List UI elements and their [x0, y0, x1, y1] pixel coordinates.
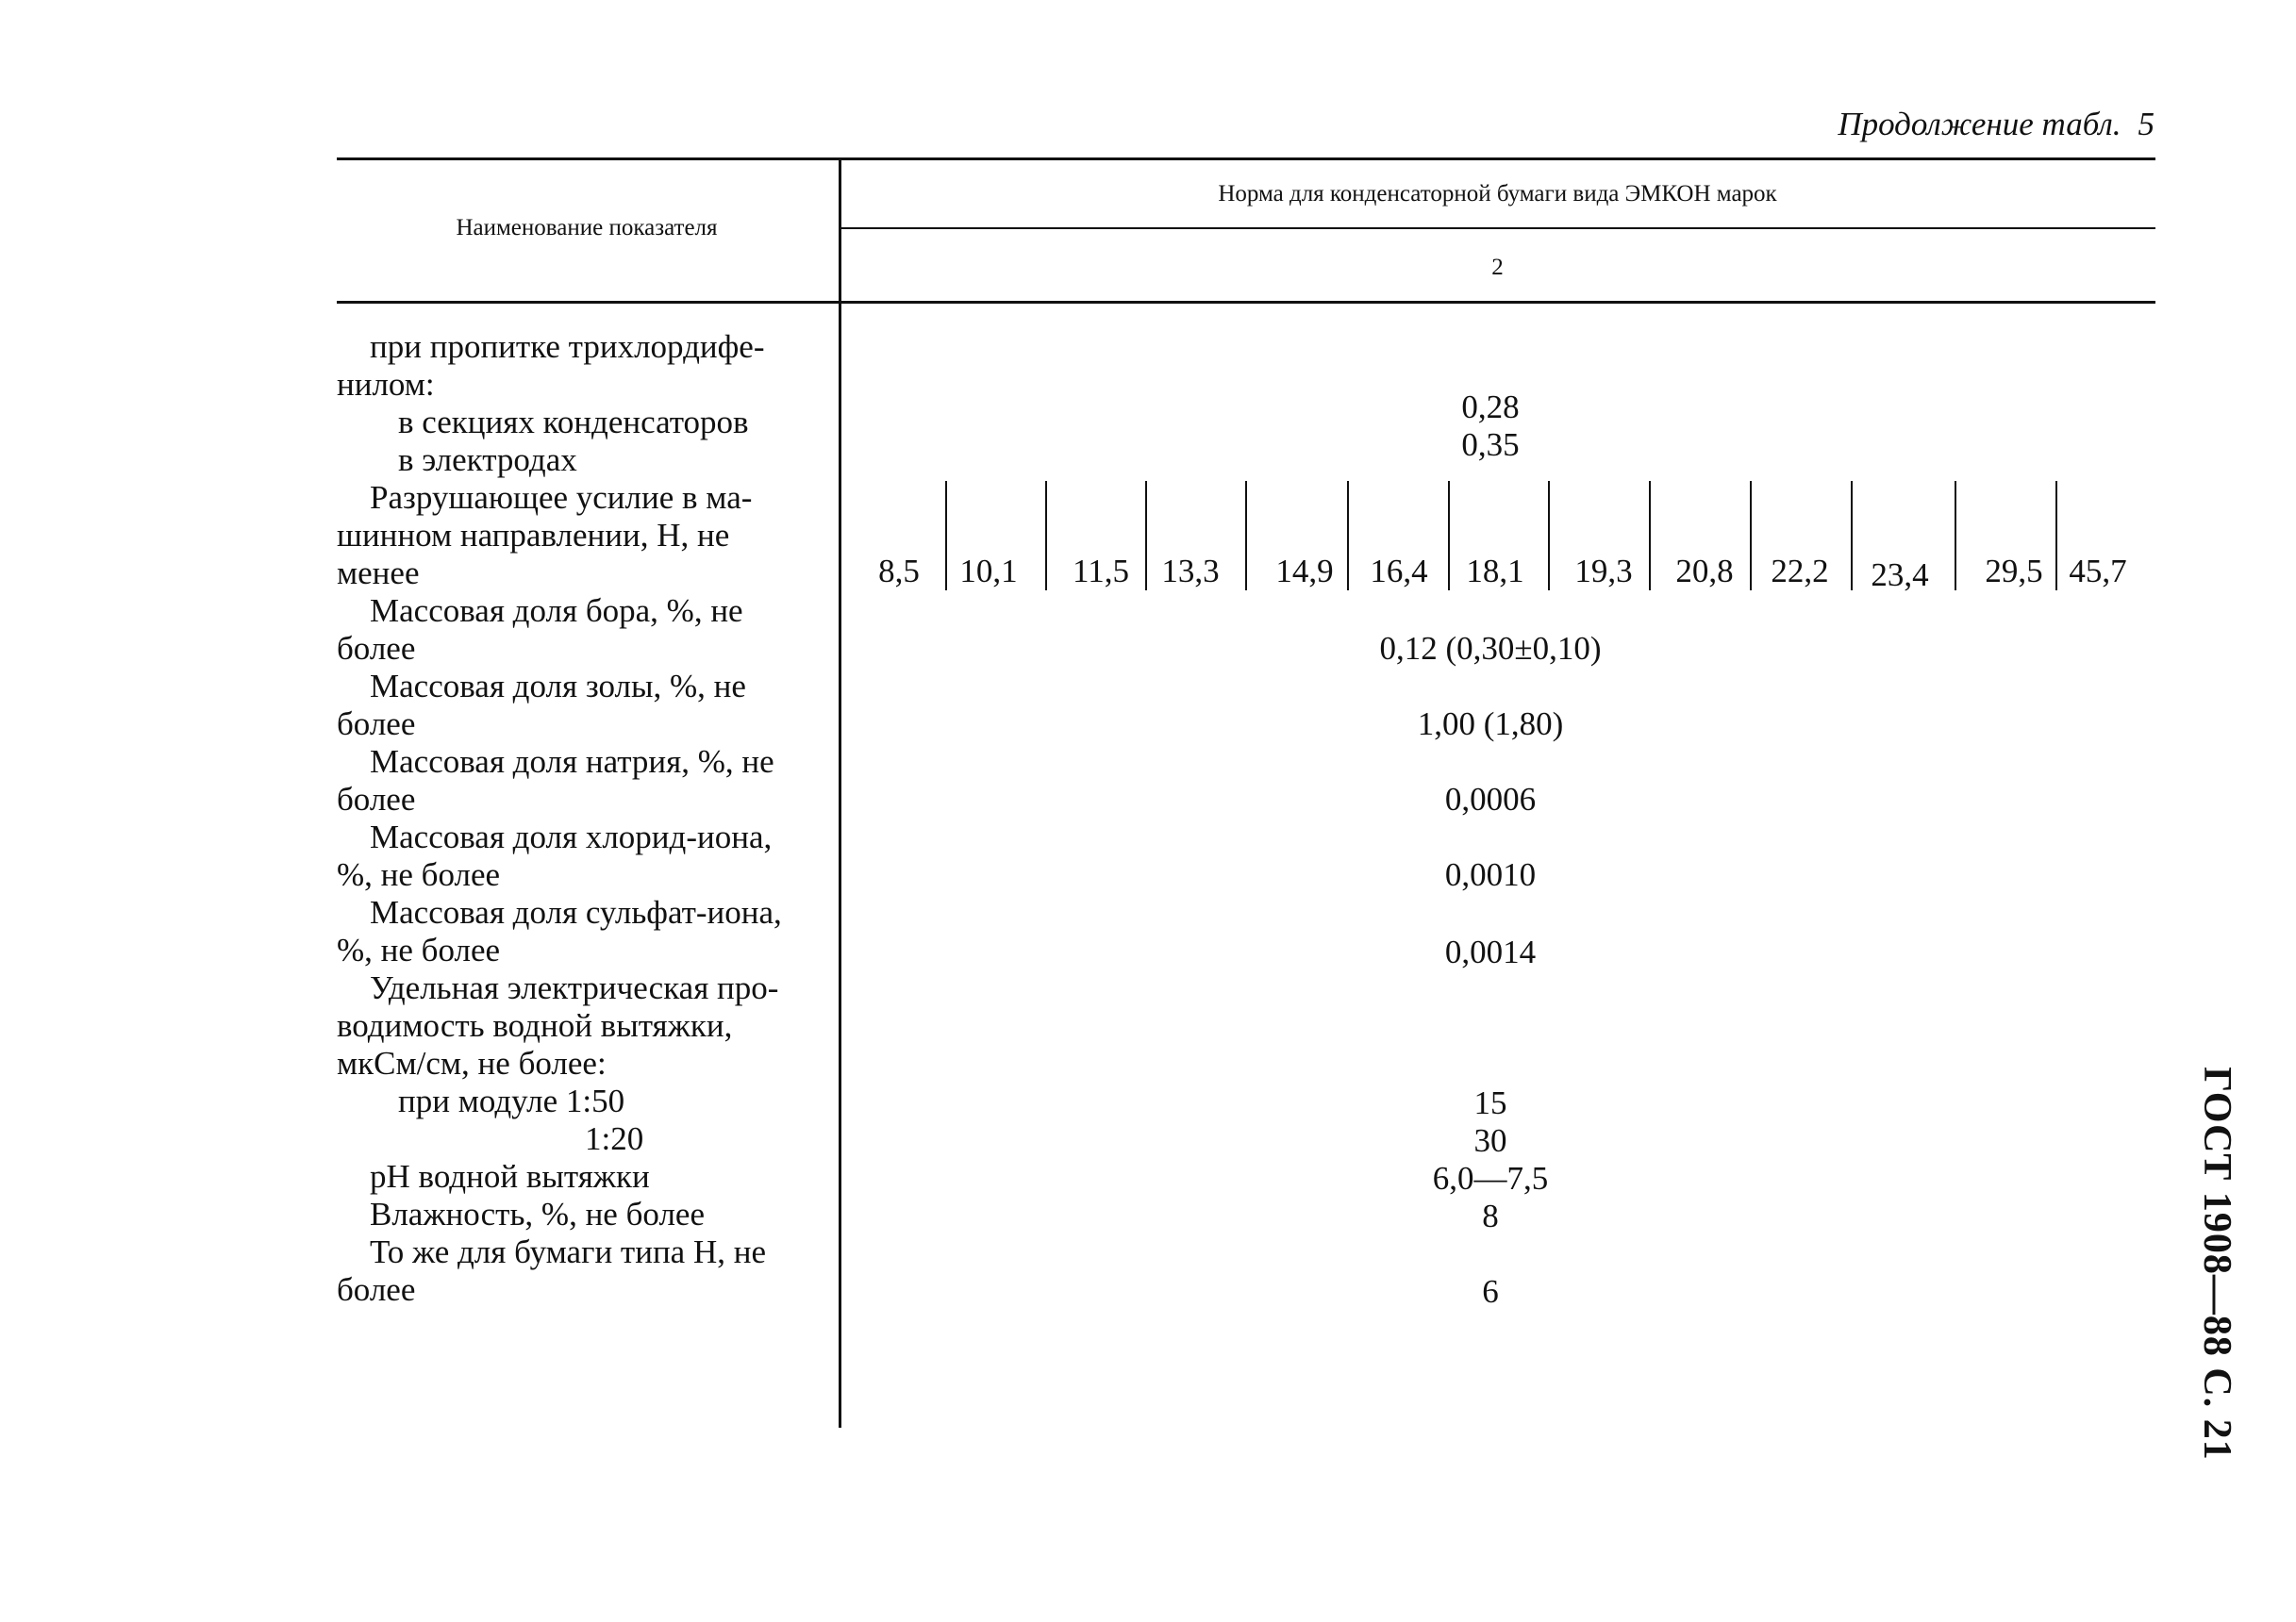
- cell-divider: [1245, 481, 1247, 590]
- value-electrodes: 0,35: [1461, 426, 1520, 463]
- value-module-20: 30: [1473, 1122, 1507, 1159]
- cell-divider: [945, 481, 947, 590]
- header-bottom-rule: [337, 301, 2155, 304]
- breaking-force-value: 29,5: [1985, 553, 2043, 589]
- table-continuation-label: [1838, 106, 2155, 143]
- cell-divider: [1851, 481, 1853, 590]
- row-label-type-h-2: более: [337, 1271, 416, 1308]
- row-label-ash-1: Массовая доля золы, %, не: [370, 668, 746, 704]
- row-label-impregnation-cont: нилом:: [337, 366, 435, 403]
- breaking-force-value: 20,8: [1675, 553, 1734, 589]
- breaking-force-value: 16,4: [1370, 553, 1428, 589]
- column-divider: [839, 157, 841, 1428]
- row-label-sodium-1: Массовая доля натрия, %, не: [370, 743, 774, 780]
- row-label-module-50: при модуле 1:50: [398, 1083, 625, 1119]
- row-label-moisture: Влажность, %, не более: [370, 1196, 705, 1233]
- breaking-force-value: 22,2: [1771, 553, 1829, 589]
- cell-divider: [1045, 481, 1047, 590]
- row-label-boron-2: более: [337, 630, 416, 667]
- row-label-ph: pH водной вытяжки: [370, 1158, 650, 1195]
- row-label-breaking-force-1: Разрушающее усилие в ма-: [370, 479, 753, 516]
- row-label-conductivity-3: мкСм/см, не более:: [337, 1045, 607, 1082]
- table-top-rule: [337, 157, 2155, 160]
- row-label-ash-2: более: [337, 705, 416, 742]
- row-label-chloride-2: %, не более: [337, 856, 501, 893]
- row-label-sulfate-1: Массовая доля сульфат-иона,: [370, 894, 782, 931]
- value-sodium: 0,0006: [1444, 781, 1537, 818]
- row-label-breaking-force-3: менее: [337, 554, 420, 591]
- cell-divider: [2055, 481, 2057, 590]
- row-label-sodium-2: более: [337, 781, 416, 818]
- value-sections: 0,28: [1461, 389, 1520, 425]
- table-number: 5: [2138, 106, 2155, 142]
- cell-divider: [1347, 481, 1349, 590]
- breaking-force-value: 10,1: [959, 553, 1018, 589]
- value-ash: 1,00 (1,80): [1417, 705, 1564, 742]
- row-label-type-h-1: То же для бумаги типа Н, не: [370, 1233, 766, 1270]
- row-label-breaking-force-2: шинном направлении, Н, не: [337, 517, 730, 554]
- breaking-force-value: 18,1: [1466, 553, 1524, 589]
- value-type-h: 6: [1482, 1273, 1499, 1310]
- value-boron: 0,12 (0,30±0,10): [1379, 630, 1602, 667]
- row-label-conductivity-2: водимость водной вытяжки,: [337, 1007, 733, 1044]
- value-sulfate: 0,0014: [1444, 934, 1537, 970]
- value-chloride: 0,0010: [1444, 856, 1537, 893]
- row-label-electrodes: в электродах: [398, 441, 577, 478]
- value-ph: 6,0—7,5: [1432, 1160, 1549, 1197]
- breaking-force-value: 8,5: [878, 553, 920, 589]
- breaking-force-value: 14,9: [1275, 553, 1334, 589]
- norm-header-rule: [840, 227, 2155, 229]
- cell-divider: [1448, 481, 1450, 590]
- row-label-impregnation: при пропитке трихлордифе-: [370, 328, 765, 365]
- row-label-chloride-1: Массовая доля хлорид-иона,: [370, 819, 773, 855]
- cell-divider: [1145, 481, 1147, 590]
- row-label-boron-1: Массовая доля бора, %, не: [370, 592, 743, 629]
- row-label-sections: в секциях конденсаторов: [398, 404, 749, 440]
- breaking-force-value: 13,3: [1161, 553, 1220, 589]
- row-label-conductivity-1: Удельная электрическая про-: [370, 969, 779, 1006]
- cell-divider: [1750, 481, 1752, 590]
- cell-divider: [1548, 481, 1550, 590]
- breaking-force-value: 11,5: [1073, 553, 1129, 589]
- breaking-force-value: 19,3: [1574, 553, 1633, 589]
- column-header-grade: 2: [1491, 255, 1504, 280]
- cell-divider: [1649, 481, 1651, 590]
- value-module-50: 15: [1473, 1084, 1507, 1121]
- standard-page-label: ГОСТ 1908—88 С. 21: [2195, 1067, 2238, 1461]
- row-label-module-20: 1:20: [585, 1120, 644, 1157]
- column-header-name: Наименование показателя: [456, 215, 718, 240]
- breaking-force-value: 23,4: [1871, 556, 1929, 593]
- value-moisture: 8: [1482, 1198, 1499, 1234]
- column-header-norm: Норма для конденсаторной бумаги вида ЭМКОН марок: [1218, 181, 1777, 207]
- cell-divider: [1955, 481, 1956, 590]
- row-label-sulfate-2: %, не более: [337, 932, 501, 968]
- breaking-force-value: 45,7: [2069, 553, 2127, 589]
- continuation-text: Продолжение табл.: [1838, 106, 2121, 142]
